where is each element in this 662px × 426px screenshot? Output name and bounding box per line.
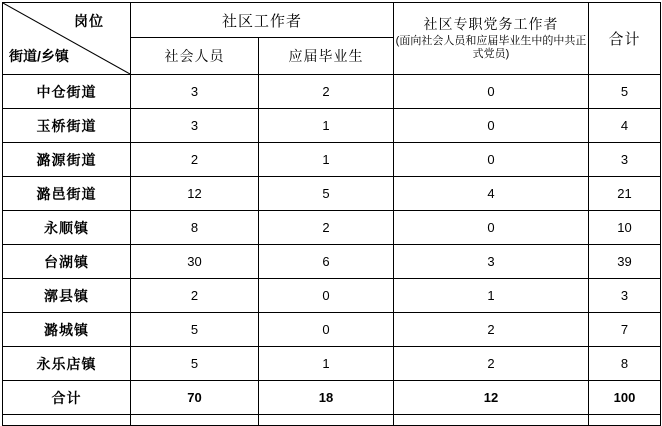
table-total-row — [3, 381, 661, 415]
row-label: 玉桥街道 — [3, 109, 131, 143]
cell-party: 0 — [394, 143, 589, 177]
cell-total: 3 — [589, 279, 661, 313]
row-label: 潞城镇 — [3, 313, 131, 347]
table-head — [3, 3, 661, 75]
cell-graduate: 1 — [259, 347, 394, 381]
cell-total: 5 — [589, 75, 661, 109]
cell-party: 0 — [394, 75, 589, 109]
cell-party: 4 — [394, 177, 589, 211]
table-row — [3, 109, 661, 143]
table-row — [3, 143, 661, 177]
cell-party: 2 — [394, 313, 589, 347]
row-label: 潞邑街道 — [3, 177, 131, 211]
cell-graduate: 2 — [259, 211, 394, 245]
header-total: 合计 — [589, 3, 661, 75]
cell-social: 2 — [131, 143, 259, 177]
cell-social: 30 — [131, 245, 259, 279]
header-party-worker — [394, 3, 589, 75]
tail-cell — [3, 415, 131, 426]
table-row — [3, 245, 661, 279]
table-row — [3, 75, 661, 109]
cell-graduate: 0 — [259, 313, 394, 347]
cell-party: 0 — [394, 109, 589, 143]
corner-column-label: 岗位 — [74, 13, 104, 29]
header-social-personnel: 社会人员 — [131, 38, 259, 75]
cell-graduate: 1 — [259, 109, 394, 143]
header-fresh-graduate: 应届毕业生 — [259, 38, 394, 75]
total-overall: 100 — [589, 381, 661, 415]
cell-party: 3 — [394, 245, 589, 279]
cell-social: 3 — [131, 75, 259, 109]
row-label: 潞源街道 — [3, 143, 131, 177]
table-body — [3, 75, 661, 426]
header-party-worker-note: (面向社会人员和应届毕业生中的中共正式党员) — [395, 34, 587, 60]
header-community-worker: 社区工作者 — [131, 3, 394, 38]
corner-split-box — [3, 3, 130, 74]
total-row-label: 合计 — [3, 381, 131, 415]
cell-graduate: 1 — [259, 143, 394, 177]
table-row — [3, 279, 661, 313]
cell-total: 39 — [589, 245, 661, 279]
cell-social: 5 — [131, 347, 259, 381]
tail-cell — [131, 415, 259, 426]
header-party-worker-title: 社区专职党务工作者 — [423, 16, 559, 33]
table-row — [3, 177, 661, 211]
total-social: 70 — [131, 381, 259, 415]
cell-party: 1 — [394, 279, 589, 313]
cell-social: 5 — [131, 313, 259, 347]
cell-total: 10 — [589, 211, 661, 245]
cell-total: 21 — [589, 177, 661, 211]
cell-party: 2 — [394, 347, 589, 381]
row-label: 永乐店镇 — [3, 347, 131, 381]
cell-total: 3 — [589, 143, 661, 177]
table-tail-row — [3, 415, 661, 426]
table-row — [3, 347, 661, 381]
cell-graduate: 0 — [259, 279, 394, 313]
cell-social: 12 — [131, 177, 259, 211]
row-label: 中仓街道 — [3, 75, 131, 109]
cell-graduate: 2 — [259, 75, 394, 109]
row-label: 漷县镇 — [3, 279, 131, 313]
recruitment-table — [2, 2, 661, 426]
cell-social: 3 — [131, 109, 259, 143]
total-party: 12 — [394, 381, 589, 415]
cell-social: 8 — [131, 211, 259, 245]
cell-total: 4 — [589, 109, 661, 143]
tail-cell — [589, 415, 661, 426]
table-row — [3, 313, 661, 347]
header-row-1 — [3, 3, 661, 38]
table-row — [3, 211, 661, 245]
total-graduate: 18 — [259, 381, 394, 415]
cell-social: 2 — [131, 279, 259, 313]
cell-graduate: 5 — [259, 177, 394, 211]
row-label: 永顺镇 — [3, 211, 131, 245]
corner-row-label: 街道/乡镇 — [9, 48, 69, 64]
tail-cell — [259, 415, 394, 426]
cell-graduate: 6 — [259, 245, 394, 279]
cell-total: 8 — [589, 347, 661, 381]
table-sheet — [0, 2, 662, 413]
cell-party: 0 — [394, 211, 589, 245]
cell-total: 7 — [589, 313, 661, 347]
row-label: 台湖镇 — [3, 245, 131, 279]
corner-header-cell — [3, 3, 131, 75]
tail-cell — [394, 415, 589, 426]
